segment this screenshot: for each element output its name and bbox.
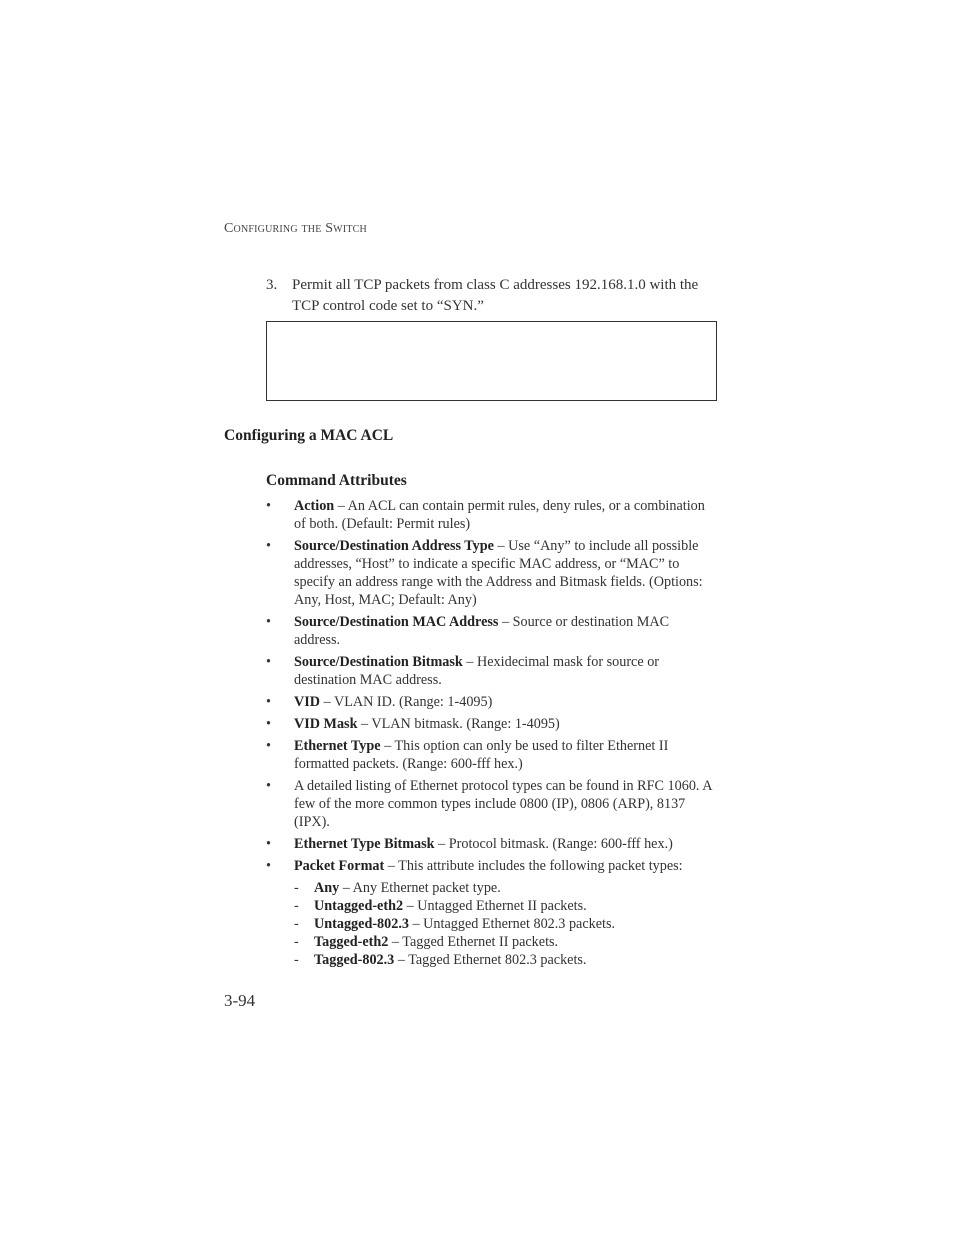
attr-desc: A detailed listing of Ethernet protocol types can be found in RFC 1060. A few of the more common types include 0800 (IP), 0806 (ARP), 8137 (IPX). [294, 778, 712, 830]
attr-term: Source/Destination MAC Address [294, 614, 499, 630]
packet-type-term: Any [314, 880, 340, 896]
attr-term: VID [294, 694, 321, 710]
packet-type-tagged-eth2 [294, 933, 716, 951]
command-example-box [266, 321, 717, 401]
packet-type-tagged-8023 [294, 951, 716, 969]
attr-vid-mask [266, 715, 716, 733]
bullet-icon: • [266, 614, 271, 630]
step-3 [266, 275, 726, 317]
attr-term: Ethernet Type Bitmask [294, 836, 435, 852]
attr-desc: – Source or destination MAC address. [294, 614, 670, 648]
attr-ethernet-type [266, 737, 716, 773]
packet-type-untagged-eth2 [294, 897, 716, 915]
attr-bitmask [266, 653, 716, 689]
attr-protocol-note [266, 777, 716, 831]
dash-icon: - [294, 898, 299, 914]
attr-term: Ethernet Type [294, 738, 381, 754]
packet-type-untagged-8023 [294, 915, 716, 933]
attr-action [266, 497, 716, 533]
bullet-icon: • [266, 778, 271, 794]
attr-desc: – Use “Any” to include all possible addresses, “Host” to indicate a specific MAC address, or “MAC” to specify an address range with the Address and Bitmask fields. (Options: Any, Host, MAC; Default: Any) [294, 538, 703, 608]
packet-type-desc: – Any Ethernet packet type. [339, 880, 501, 896]
bullet-icon: • [266, 498, 271, 514]
attr-vid [266, 693, 716, 711]
page-number: 3-94 [224, 991, 256, 1010]
dash-icon: - [294, 916, 299, 932]
packet-type-desc: – Untagged Ethernet 802.3 packets. [408, 916, 616, 932]
packet-type-desc: – Untagged Ethernet II packets. [403, 898, 587, 914]
running-head: Configuring the Switch [224, 221, 367, 236]
bullet-icon: • [266, 858, 271, 874]
packet-type-term: Untagged-eth2 [314, 898, 404, 914]
step-number: 3. [266, 277, 278, 293]
attr-term: VID Mask [294, 716, 358, 732]
packet-type-term: Tagged-eth2 [314, 934, 389, 950]
bullet-icon: • [266, 738, 271, 754]
attr-term: Action [294, 498, 335, 514]
packet-type-term: Tagged-802.3 [314, 952, 395, 968]
dash-icon: - [294, 952, 299, 968]
attr-ethernet-type-bitmask [266, 835, 716, 853]
attr-mac-address [266, 613, 716, 649]
attr-desc: – This attribute includes the following packet types: [384, 858, 683, 874]
attr-desc: – VLAN bitmask. (Range: 1-4095) [357, 716, 560, 732]
attr-address-type [266, 537, 716, 609]
attr-term: Source/Destination Bitmask [294, 654, 463, 670]
packet-type-desc: – Tagged Ethernet 802.3 packets. [394, 952, 587, 968]
step-text: Permit all TCP packets from class C addresses 192.168.1.0 with the TCP control code set to “SYN.” [292, 277, 699, 314]
dash-icon: - [294, 934, 299, 950]
bullet-icon: • [266, 538, 271, 554]
packet-type-term: Untagged-802.3 [314, 916, 409, 932]
attr-desc: – VLAN ID. (Range: 1-4095) [320, 694, 493, 710]
attr-desc: – Protocol bitmask. (Range: 600-fff hex.) [434, 836, 673, 852]
packet-type-any [294, 879, 716, 897]
section-heading: Configuring a MAC ACL [224, 427, 394, 444]
attr-packet-format [266, 857, 716, 969]
attr-desc: – This option can only be used to filter Ethernet II formatted packets. (Range: 600-fff hex.) [294, 738, 669, 772]
dash-icon: - [294, 880, 299, 896]
bullet-icon: • [266, 716, 271, 732]
attr-term: Source/Destination Address Type [294, 538, 494, 554]
attr-desc: – Hexidecimal mask for source or destination MAC address. [294, 654, 660, 688]
bullet-icon: • [266, 836, 271, 852]
attr-desc: – An ACL can contain permit rules, deny rules, or a combination of both. (Default: Permit rules) [294, 498, 705, 532]
attribute-list [266, 497, 716, 973]
command-attributes-heading: Command Attributes [266, 472, 407, 489]
bullet-icon: • [266, 694, 271, 710]
bullet-icon: • [266, 654, 271, 670]
attr-term: Packet Format [294, 858, 385, 874]
packet-type-desc: – Tagged Ethernet II packets. [388, 934, 559, 950]
packet-type-list [294, 879, 716, 969]
